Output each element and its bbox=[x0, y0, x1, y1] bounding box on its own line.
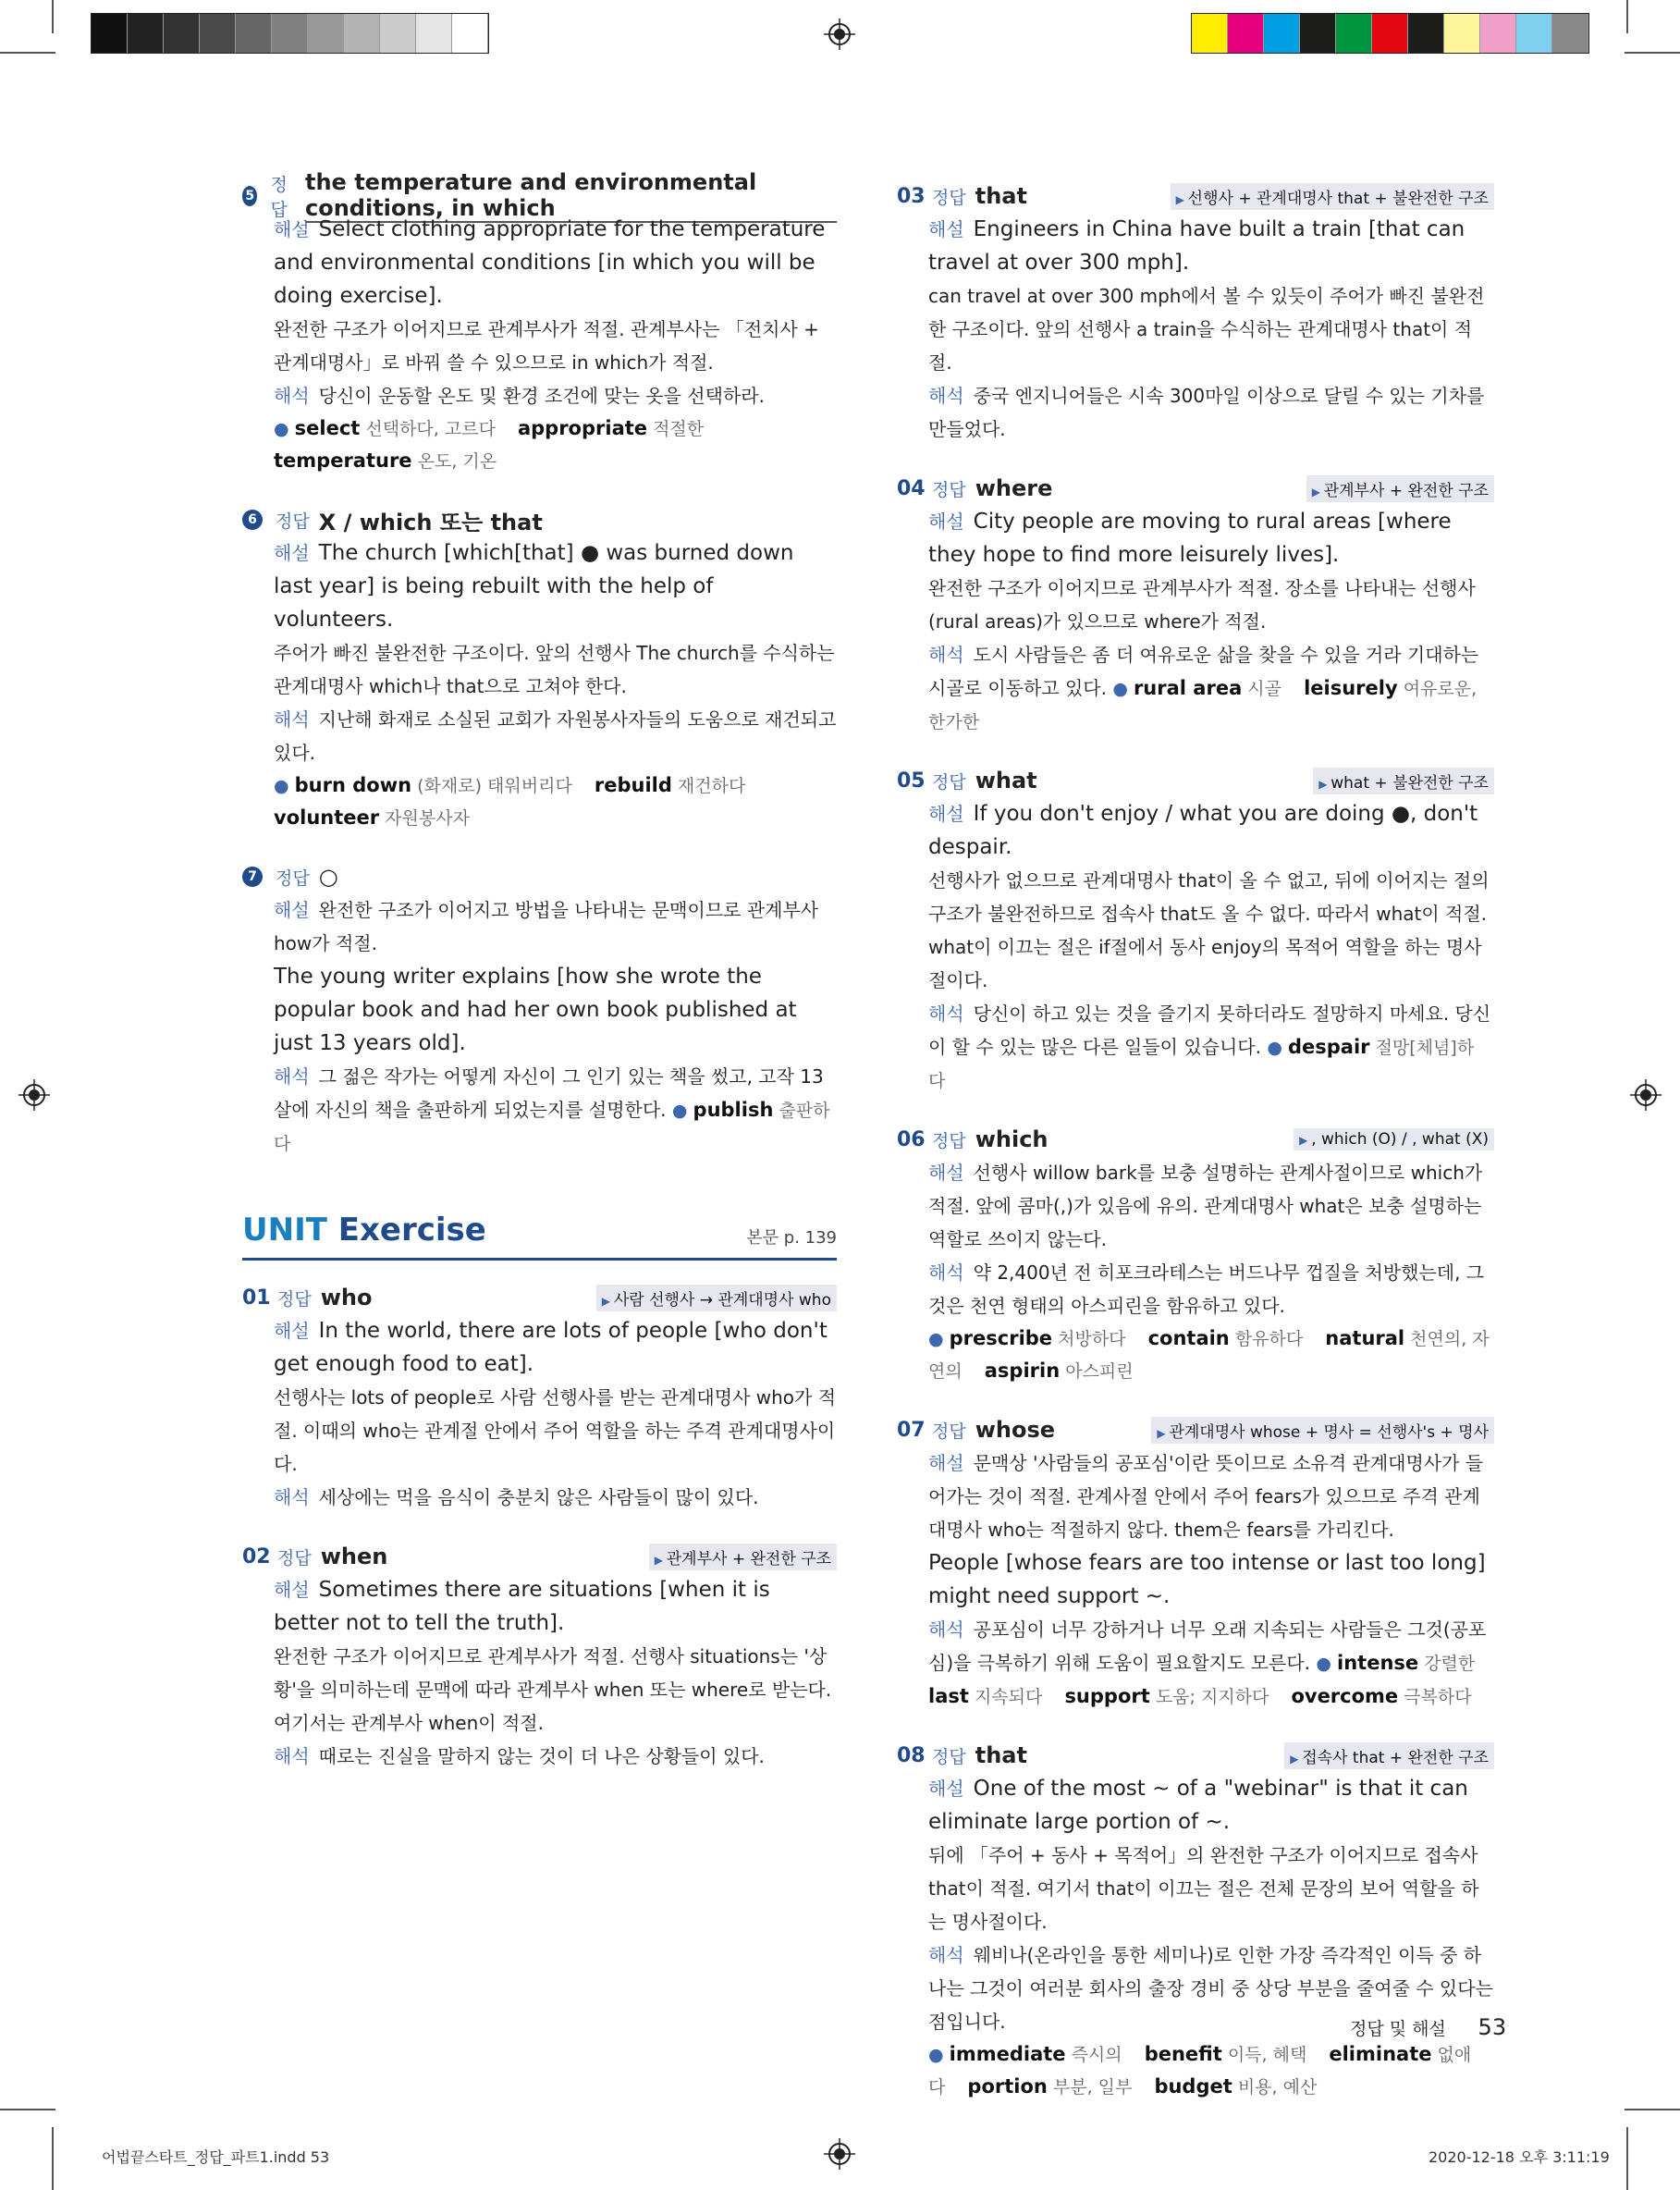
item-number: 7 bbox=[242, 867, 263, 887]
translation-text: 약 2,400년 전 히포크라테스는 버드나무 껍질을 처방했는데, 그것은 천연 형태의 아스피린을 함유하고 있다. bbox=[928, 1261, 1485, 1317]
vocab-meaning: 여유로운, 한가한 bbox=[928, 679, 1478, 732]
explanation-text: 뒤에 「주어 + 동사 + 목적어」의 완전한 구조가 이어지므로 접속사 that이 적절. 여기서 that이 이끄는 절은 전체 문장의 보어 역할을 하는 명사절이다. bbox=[928, 1844, 1479, 1933]
vocab-meaning: 극복하다 bbox=[1404, 1687, 1472, 1707]
answer-text: when bbox=[320, 1544, 388, 1569]
item-number: 08 bbox=[897, 1743, 926, 1767]
right-column bbox=[897, 179, 1494, 2129]
answer-text: the temperature and environmental conditions, in which bbox=[305, 169, 837, 223]
translation-label: 해석 bbox=[928, 1618, 964, 1641]
translation-text: 웨비나(온라인을 통한 세미나)로 인한 가장 즉각적인 이득 중 하나는 그것이 여러분 회사의 출장 경비 중 상당 부분을 줄여줄 수 있다는 점입니다. bbox=[928, 1944, 1493, 2033]
vocab-word: intense bbox=[1337, 1652, 1419, 1674]
grammar-tag: ▶ 선행사 + 관계대명사 that + 불완전한 구조 bbox=[1171, 183, 1494, 210]
answer-item bbox=[242, 503, 837, 834]
explanation-label: 해설 bbox=[274, 1579, 310, 1601]
vocab-word: last bbox=[928, 1685, 969, 1707]
item-number: 06 bbox=[897, 1127, 926, 1151]
explanation-text: 선행사는 lots of people로 사람 선행사를 받는 관계대명사 who가 적절. 이때의 who는 관계절 안에서 주어 역할을 하는 주격 관계대명사이다. bbox=[274, 1386, 837, 1475]
translation-text: 때로는 진실을 말하지 않는 것이 더 나은 상황들이 있다. bbox=[318, 1745, 765, 1767]
vocab-word: temperature bbox=[274, 449, 412, 472]
example-sentence: Select clothing appropriate for the temperature and environmental conditions [in which you will be doing exercise]. bbox=[274, 217, 826, 308]
answer-label: 정답 bbox=[932, 187, 966, 208]
vocab-meaning: 자원봉사자 bbox=[385, 808, 470, 829]
explanation-label: 해설 bbox=[928, 803, 964, 825]
vocab-list: ● select 선택하다, 고르다 appropriate 적절한 temperature 온도, 기온 bbox=[274, 417, 705, 472]
page-number: 53 bbox=[1478, 2014, 1507, 2040]
explanation-label: 해설 bbox=[274, 542, 310, 564]
vocab-meaning: 도움; 지지하다 bbox=[1155, 1687, 1269, 1707]
vocab-word: eliminate bbox=[1329, 2043, 1432, 2065]
item-number: 04 bbox=[897, 476, 926, 500]
file-slug: 어법끝스타트_정답_파트1.indd 53 bbox=[102, 2148, 330, 2166]
crop-mark bbox=[52, 2127, 54, 2190]
exercise-item bbox=[897, 1739, 1494, 2103]
answer-label: 정답 bbox=[932, 1130, 966, 1151]
answer-text: X / which 또는 that bbox=[318, 509, 543, 535]
unit-subtitle: Exercise bbox=[337, 1212, 486, 1249]
translation-text: 공포심이 너무 강하거나 너무 오래 지속되는 사람들은 그것(공포심)을 극복하기 위해 도움이 필요할지도 모른다. bbox=[928, 1618, 1487, 1674]
vocab-meaning: 지속되다 bbox=[974, 1687, 1043, 1707]
exercise-item: 07 정답 whose ▶ 관계대명사 whose + 명사 = 선행사's + 명사 해설 문맥상 '사람들의 공포심'이란 뜻이므로 소유격 관계대명사가 들어가는 것이 적절. 관계사절 안에서 주어 fears가 있으므로 주격 관계대명사 who는 적절하지 않다. them은 fears를 가리킨다. People [whose fears are too intense or last too long] might need support ~. 해석 공포심이 너무 강하거나 너무 오래 지속되는 사람들은 그것(공포심)을 극복하기 위해 도움이 필요할지도 모른다. ● intense 강렬한 last 지속되다 support 도움; 지지하다 overcome 극복하다 bbox=[897, 1413, 1494, 1713]
translation-text: 당신이 하고 있는 것을 즐기지 못하더라도 절망하지 마세요. 당신이 할 수 있는 많은 다른 일들이 있습니다. bbox=[928, 1003, 1491, 1058]
vocab-meaning: 천연의, 자연의 bbox=[928, 1329, 1490, 1382]
vocab-word: select bbox=[294, 417, 361, 439]
answer-text: who bbox=[320, 1285, 373, 1310]
vocab-word: prescribe bbox=[949, 1327, 1053, 1349]
vocab-word: volunteer bbox=[274, 806, 380, 829]
example-sentence: If you don't enjoy / what you are doing ●, don't despair. bbox=[928, 802, 1478, 859]
gray-color-bar bbox=[91, 13, 489, 54]
translation-label: 해석 bbox=[274, 1486, 310, 1508]
vocab-word: support bbox=[1064, 1685, 1150, 1707]
vocab-meaning: 처방하다 bbox=[1058, 1329, 1126, 1349]
registration-mark-icon bbox=[824, 18, 855, 50]
vocab-meaning: 선택하다, 고르다 bbox=[365, 419, 496, 439]
answer-label: 정답 bbox=[276, 511, 310, 532]
exercise-item bbox=[242, 1540, 837, 1773]
explanation-label: 해설 bbox=[928, 218, 964, 240]
example-sentence: The church [which[that] ● was burned down last year] is being rebuilt with the help of volunteers. bbox=[274, 541, 794, 632]
answer-item: 7 정답 ○ 해설 완전한 구조가 이어지고 방법을 나타내는 문맥이므로 관계부사 how가 적절. The young writer explains [how she wrote the popular book and had her own book published at just 13 years old]. 해석 그 젊은 작가는 어떻게 자신이 그 인기 있는 책을 썼고, 고작 13살에 자신의 책을 출판하게 되었는지를 설명한다. ● publish 출판하다 bbox=[242, 860, 837, 1160]
exercise-item bbox=[897, 179, 1494, 446]
grammar-tag: ▶ 관계부사 + 완전한 구조 bbox=[649, 1544, 837, 1570]
crop-mark bbox=[1625, 2109, 1680, 2110]
vocab-word: leisurely bbox=[1304, 677, 1398, 699]
explanation-text: can travel at over 300 mph에서 볼 수 있듯이 주어가 빠진 불완전한 구조이다. 앞의 선행사 a train을 수식하는 관계대명사 that이 적절. bbox=[928, 285, 1485, 374]
answer-label: 정답 bbox=[932, 479, 966, 500]
vocab-list: ● burn down (화재로) 태워버리다 rebuild 재건하다 volunteer 자원봉사자 bbox=[274, 774, 746, 829]
explanation-label: 해설 bbox=[928, 1162, 964, 1184]
answer-text: which bbox=[975, 1126, 1048, 1152]
translation-text: 세상에는 먹을 음식이 충분치 않은 사람들이 많이 있다. bbox=[318, 1486, 759, 1508]
vocab-list: ● prescribe 처방하다 contain 함유하다 natural 천연의, 자연의 aspirin 아스피린 bbox=[928, 1327, 1490, 1382]
translation-label: 해석 bbox=[928, 385, 964, 407]
explanation-label: 해설 bbox=[928, 1778, 964, 1800]
grammar-tag: ▶ 접속사 that + 완전한 구조 bbox=[1284, 1742, 1494, 1769]
answer-text: ○ bbox=[318, 864, 338, 890]
vocab-word: benefit bbox=[1144, 2043, 1222, 2065]
page-reference: 본문 p. 139 bbox=[746, 1228, 837, 1248]
explanation-label: 해설 bbox=[274, 1320, 310, 1342]
answer-text: that bbox=[975, 1742, 1027, 1768]
print-date: 2020-12-18 오후 3:11:19 bbox=[1429, 2148, 1610, 2166]
unit-header bbox=[242, 1212, 837, 1261]
vocab-meaning: 적절한 bbox=[653, 419, 705, 439]
crop-mark bbox=[0, 2109, 55, 2110]
example-sentence: Sometimes there are situations [when it is better not to tell the truth]. bbox=[274, 1578, 770, 1635]
grammar-tag: ▶ 관계대명사 whose + 명사 = 선행사's + 명사 bbox=[1151, 1417, 1494, 1444]
vocab-word: natural bbox=[1325, 1327, 1405, 1349]
example-sentence: City people are moving to rural areas [where they hope to find more leisurely lives]. bbox=[928, 510, 1452, 567]
vocab-word: despair bbox=[1287, 1036, 1370, 1058]
translation-text: 중국 엔지니어들은 시속 300마일 이상으로 달릴 수 있는 기차를 만들었다. bbox=[928, 385, 1485, 440]
item-number: 01 bbox=[242, 1286, 271, 1310]
crop-mark bbox=[52, 0, 54, 33]
vocab-word: budget bbox=[1154, 2075, 1232, 2098]
translation-label: 해석 bbox=[274, 1745, 310, 1767]
explanation-text: 선행사 willow bark를 보충 설명하는 관계사절이므로 which가 적절. 앞에 콤마(,)가 있음에 유의. 관계대명사 what은 보충 설명하는 역할로 쓰이지 않는다. bbox=[928, 1162, 1483, 1250]
vocab-meaning: 비용, 예산 bbox=[1237, 2077, 1318, 2098]
answer-text: where bbox=[975, 475, 1053, 501]
answer-text: whose bbox=[975, 1417, 1056, 1443]
example-sentence: In the world, there are lots of people [who don't get enough food to eat]. bbox=[274, 1319, 828, 1376]
vocab-meaning: 시골 bbox=[1247, 679, 1282, 699]
explanation-text: 완전한 구조가 이어지므로 관계부사가 적절. 선행사 situations는 '상황'을 의미하는데 문맥에 따라 관계부사 when 또는 where로 받는다. 여기서는 관계부사 when이 적절. bbox=[274, 1645, 832, 1734]
explanation-label: 해설 bbox=[928, 511, 964, 533]
translation-label: 해석 bbox=[274, 385, 310, 407]
vocab-word: portion bbox=[967, 2075, 1048, 2098]
explanation-label: 해설 bbox=[928, 1452, 964, 1474]
crop-mark bbox=[1626, 2127, 1628, 2190]
crop-mark bbox=[1626, 0, 1628, 33]
vocab-meaning: 출판하다 bbox=[274, 1101, 830, 1154]
vocab-meaning: 강렬한 bbox=[1424, 1654, 1476, 1674]
crop-mark bbox=[0, 52, 55, 54]
crop-mark bbox=[1625, 52, 1680, 54]
translation-text: 당신이 운동할 온도 및 환경 조건에 맞는 옷을 선택하라. bbox=[318, 385, 765, 407]
section-name: 정답 및 해설 bbox=[1350, 2019, 1446, 2039]
grammar-tag: ▶ , which (O) / , what (X) bbox=[1294, 1128, 1494, 1150]
vocab-word: contain bbox=[1147, 1327, 1230, 1349]
item-number: 07 bbox=[897, 1418, 926, 1442]
vocab-meaning: 즉시의 bbox=[1071, 2045, 1122, 2065]
explanation-label: 해설 bbox=[274, 218, 310, 240]
answer-label: 정답 bbox=[932, 1746, 966, 1767]
answer-label: 정답 bbox=[276, 867, 310, 889]
example-sentence: People [whose fears are too intense or last too long] might need support ~. bbox=[928, 1551, 1486, 1608]
item-number: 6 bbox=[242, 510, 263, 530]
vocab-meaning: 재건하다 bbox=[677, 776, 746, 796]
cmyk-color-bar bbox=[1191, 13, 1589, 54]
answer-text: what bbox=[975, 768, 1037, 794]
vocab-meaning: 부분, 일부 bbox=[1052, 2077, 1133, 2098]
answer-label: 정답 bbox=[277, 1547, 312, 1569]
translation-label: 해석 bbox=[274, 1065, 310, 1088]
explanation-text: 문맥상 '사람들의 공포심'이란 뜻이므로 소유격 관계대명사가 들어가는 것이 적절. 관계사절 안에서 주어 fears가 있으므로 주격 관계대명사 who는 적절하지 않다. them은 fears를 가리킨다. bbox=[928, 1452, 1484, 1541]
vocab-word: publish bbox=[693, 1099, 774, 1121]
translation-text: 지난해 화재로 소실된 교회가 자원봉사자들의 도움으로 재건되고 있다. bbox=[274, 708, 837, 764]
answer-label: 정답 bbox=[277, 1288, 312, 1310]
answer-label: 정답 bbox=[932, 1421, 966, 1442]
explanation-text: 완전한 구조가 이어지므로 관계부사가 적절. 장소를 나타내는 선행사(rural areas)가 있으므로 where가 적절. bbox=[928, 577, 1476, 633]
vocab-list: ● immediate 즉시의 benefit 이득, 혜택 eliminate 없애다 portion 부분, 일부 budget 비용, 예산 bbox=[928, 2043, 1472, 2098]
vocab-word: immediate bbox=[949, 2043, 1066, 2065]
item-number: 05 bbox=[897, 769, 926, 793]
exercise-item: 05 정답 what ▶ what + 불완전한 구조 해설 If you don't enjoy / what you are doing ●, don't despair. 선행사가 없으므로 관계대명사 that이 올 수 없고, 뒤에 이어지는 절의 구조가 불완전하므로 접속사 that도 올 수 없다. 따라서 what이 적절. what이 이끄는 절은 if절에서 동사 enjoy의 목적어 역할을 하는 명사절이다. 해석 당신이 하고 있는 것을 즐기지 못하더라도 절망하지 마세요. 당신이 할 수 있는 많은 다른 일들이 있습니다. ● despair 절망[체념]하다 bbox=[897, 764, 1494, 1097]
unit-title: UNIT bbox=[242, 1212, 327, 1249]
translation-label: 해석 bbox=[928, 644, 964, 666]
vocab-word: rural area bbox=[1133, 677, 1243, 699]
vocab-word: appropriate bbox=[517, 417, 648, 439]
translation-label: 해석 bbox=[928, 1261, 964, 1284]
explanation-label: 해설 bbox=[274, 899, 310, 921]
vocab-word: aspirin bbox=[984, 1360, 1061, 1382]
answer-item bbox=[242, 169, 837, 477]
exercise-item bbox=[242, 1281, 837, 1514]
translation-text: 그 젊은 작가는 어떻게 자신이 그 인기 있는 책을 썼고, 고작 13살에 자신의 책을 출판하게 되었는지를 설명한다. bbox=[274, 1065, 824, 1121]
exercise-item: 04 정답 where ▶ 관계부사 + 완전한 구조 해설 City people are moving to rural areas [where they hope to find more leisurely lives]. 완전한 구조가 이어지므로 관계부사가 적절. 장소를 나타내는 선행사(rural areas)가 있으므로 where가 적절. 해석 도시 사람들은 좀 더 여유로운 삶을 찾을 수 있을 거라 기대하는 시골로 이동하고 있다. ● rural area 시골 leisurely 여유로운, 한가한 bbox=[897, 472, 1494, 738]
vocab-meaning: 이득, 혜택 bbox=[1227, 2045, 1307, 2065]
answer-label: 정답 bbox=[270, 175, 288, 220]
grammar-tag: ▶ 관계부사 + 완전한 구조 bbox=[1306, 475, 1494, 502]
page-footer bbox=[1350, 2014, 1506, 2040]
vocab-meaning: 함유하다 bbox=[1234, 1329, 1304, 1349]
item-number: 5 bbox=[242, 186, 257, 206]
explanation-text: 완전한 구조가 이어지므로 관계부사가 적절. 관계부사는 「전치사 + 관계대명사」로 바꿔 쓸 수 있으므로 in which가 적절. bbox=[274, 318, 819, 374]
vocab-meaning: 없애다 bbox=[928, 2045, 1472, 2098]
vocab-word: burn down bbox=[294, 774, 412, 796]
translation-label: 해석 bbox=[928, 1003, 964, 1025]
vocab-meaning: (화재로) 태워버리다 bbox=[417, 776, 572, 796]
registration-mark-icon bbox=[18, 1079, 50, 1111]
item-number: 02 bbox=[242, 1544, 271, 1569]
explanation-text: 주어가 빠진 불완전한 구조이다. 앞의 선행사 The church를 수식하는 관계대명사 which나 that으로 고쳐야 한다. bbox=[274, 642, 835, 697]
explanation-text: 선행사가 없으므로 관계대명사 that이 올 수 없고, 뒤에 이어지는 절의 구조가 불완전하므로 접속사 that도 올 수 없다. 따라서 what이 적절. what이 이끄는 절은 if절에서 동사 enjoy의 목적어 역할을 하는 명사절이다. bbox=[928, 869, 1490, 991]
explanation-text: 완전한 구조가 이어지고 방법을 나타내는 문맥이므로 관계부사 how가 적절. bbox=[274, 899, 819, 954]
exercise-item bbox=[897, 1123, 1494, 1387]
answer-label: 정답 bbox=[932, 771, 966, 793]
item-number: 03 bbox=[897, 184, 926, 208]
vocab-word: overcome bbox=[1291, 1685, 1399, 1707]
registration-mark-icon bbox=[1630, 1079, 1662, 1111]
answer-text: that bbox=[975, 183, 1027, 209]
vocab-meaning: 온도, 기온 bbox=[417, 451, 497, 472]
translation-text: 도시 사람들은 좀 더 여유로운 삶을 찾을 수 있을 거라 기대하는 시골로 이동하고 있다. bbox=[928, 644, 1479, 699]
vocab-meaning: 절망[체념]하다 bbox=[928, 1038, 1475, 1091]
example-sentence: One of the most ~ of a "webinar" is that it can eliminate large portion of ~. bbox=[928, 1777, 1468, 1834]
grammar-tag: ▶ what + 불완전한 구조 bbox=[1313, 768, 1494, 794]
translation-label: 해석 bbox=[928, 1944, 964, 1966]
registration-mark-icon bbox=[824, 2138, 855, 2170]
example-sentence: The young writer explains [how she wrote the popular book and had her own book published at just 13 years old]. bbox=[274, 965, 797, 1055]
vocab-word: rebuild bbox=[594, 774, 672, 796]
translation-label: 해석 bbox=[274, 708, 310, 731]
example-sentence: Engineers in China have built a train [that can travel at over 300 mph]. bbox=[928, 217, 1465, 275]
left-column bbox=[242, 169, 837, 1799]
vocab-meaning: 아스피린 bbox=[1065, 1361, 1134, 1382]
grammar-tag: ▶ 사람 선행사 → 관계대명사 who bbox=[596, 1285, 837, 1311]
